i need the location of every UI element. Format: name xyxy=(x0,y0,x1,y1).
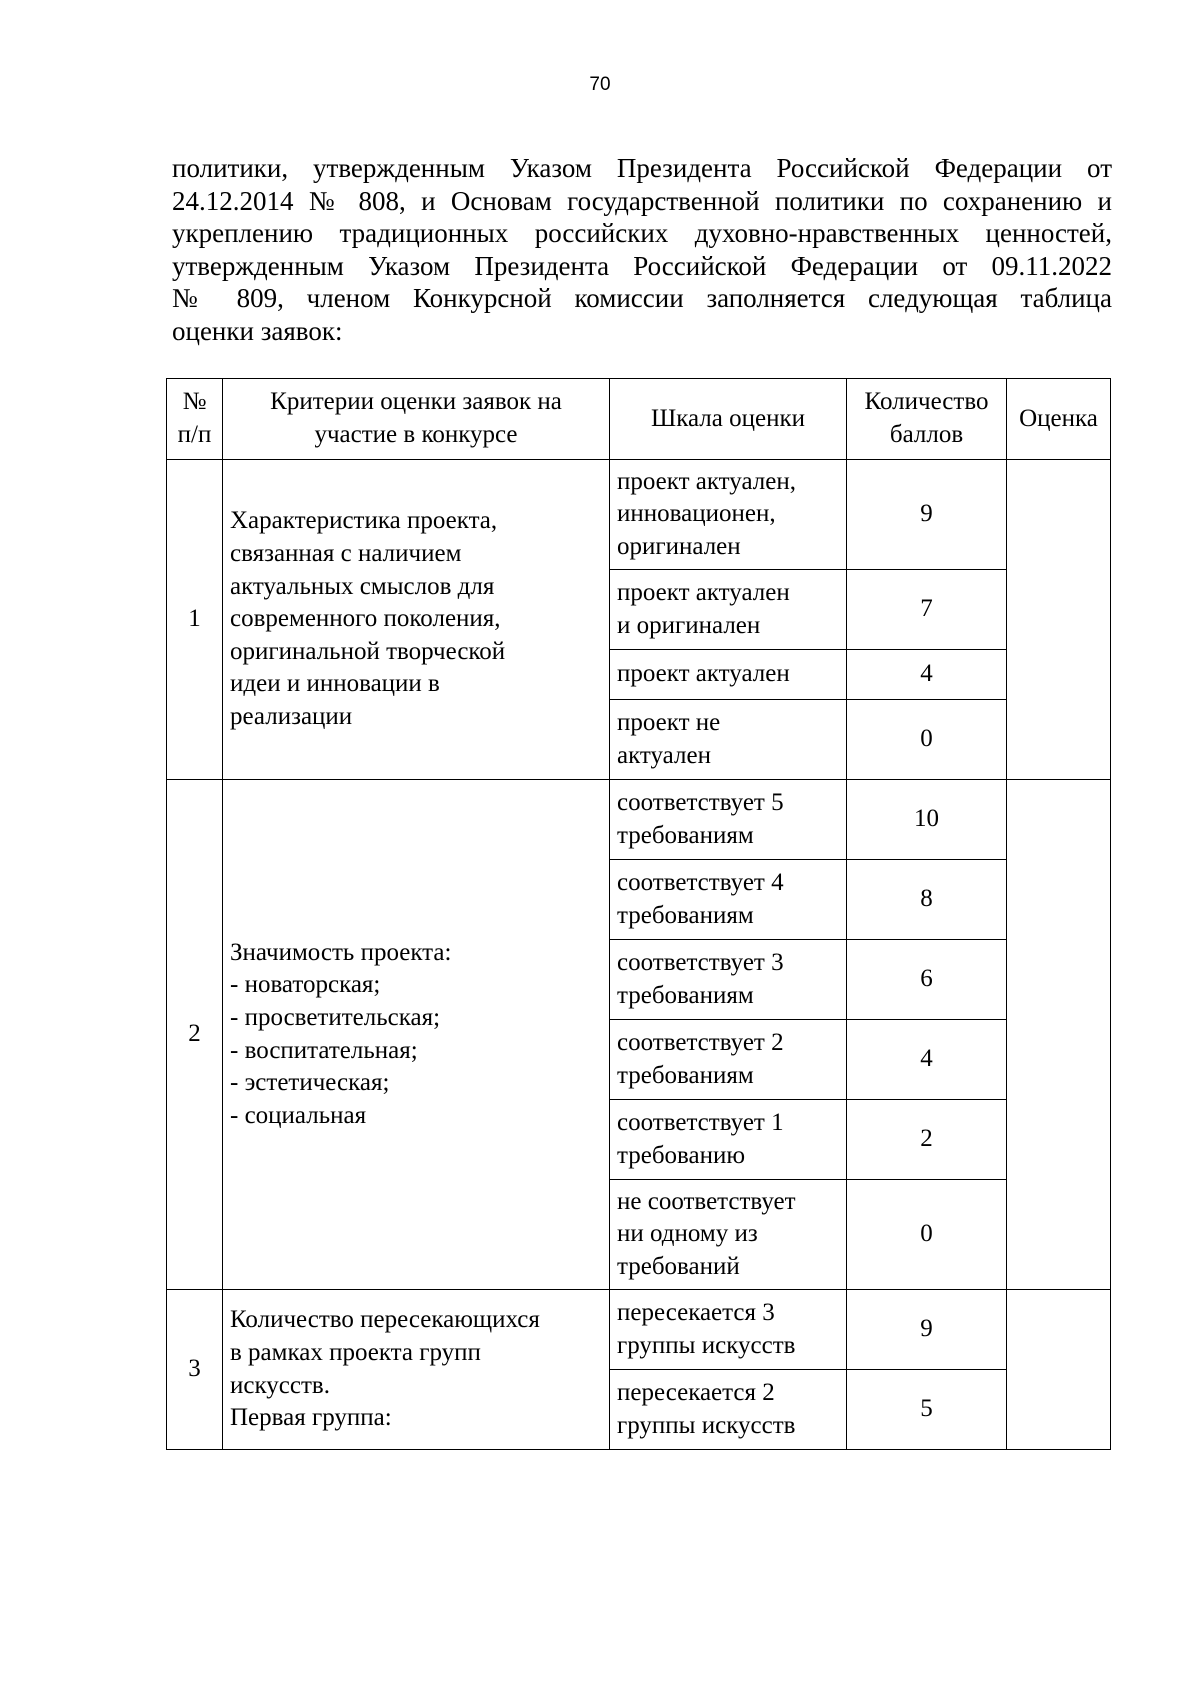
criteria-cell xyxy=(223,780,610,1290)
header-points: Количество баллов xyxy=(847,379,1007,460)
scale-line: требований xyxy=(617,1252,740,1280)
points-cell: 6 xyxy=(847,940,1007,1020)
criteria-line: Количество пересекающихся xyxy=(230,1306,540,1334)
score-cell[interactable] xyxy=(1007,460,1111,780)
scale-cell xyxy=(610,1100,847,1180)
scale-line: инновационен, xyxy=(617,500,776,528)
scale-line: группы искусств xyxy=(617,1331,796,1359)
criteria-line: Характеристика проекта, xyxy=(230,507,498,535)
row-number: 3 xyxy=(167,1290,223,1450)
table-body xyxy=(167,460,1111,1450)
intro-line: утвержденным Указом Президента Российской Федерации от 09.11.2022 xyxy=(172,250,1112,281)
intro-line: оценки заявок: xyxy=(172,315,343,346)
criteria-cell xyxy=(223,460,610,780)
header-score: Оценка xyxy=(1007,379,1111,460)
scale-line: ни одному из xyxy=(617,1220,758,1248)
table-row xyxy=(167,780,1111,860)
criteria-cell xyxy=(223,1290,610,1450)
criteria-line: - социальная xyxy=(230,1101,367,1129)
scale-cell xyxy=(610,860,847,940)
header-num: № п/п xyxy=(167,379,223,460)
scale-line: пересекается 3 xyxy=(617,1298,775,1326)
points-cell: 4 xyxy=(847,650,1007,700)
scale-cell xyxy=(610,1180,847,1290)
scale-cell xyxy=(610,1370,847,1450)
scale-cell xyxy=(610,650,847,700)
header-row xyxy=(167,379,1111,460)
criteria-line: оригинальной творческой xyxy=(230,637,506,665)
table-header xyxy=(167,379,1111,460)
score-cell[interactable] xyxy=(1007,780,1111,1290)
scale-line: требованиям xyxy=(617,981,754,1009)
points-cell: 4 xyxy=(847,1020,1007,1100)
evaluation-table xyxy=(166,378,1111,1450)
criteria-line: идеи и инновации в xyxy=(230,670,440,698)
scale-line: соответствует 2 xyxy=(617,1028,784,1056)
scale-cell xyxy=(610,940,847,1020)
scale-line: проект не xyxy=(617,708,721,736)
scale-line: проект актуален xyxy=(617,578,790,606)
criteria-line: - новаторская; xyxy=(230,971,381,999)
points-cell: 7 xyxy=(847,570,1007,650)
points-cell: 0 xyxy=(847,1180,1007,1290)
scale-line: соответствует 4 xyxy=(617,868,784,896)
table-row xyxy=(167,460,1111,570)
scale-line: проект актуален xyxy=(617,660,790,688)
points-cell: 10 xyxy=(847,780,1007,860)
criteria-line: связанная с наличием xyxy=(230,540,462,568)
scale-line: и оригинален xyxy=(617,611,761,639)
intro-paragraph xyxy=(172,152,1112,348)
scale-line: проект актуален, xyxy=(617,467,796,495)
criteria-line: - воспитательная; xyxy=(230,1036,418,1064)
scale-cell xyxy=(610,570,847,650)
intro-line: политики, утвержденным Указом Президента Российской Федерации от xyxy=(172,153,1112,183)
points-cell: 8 xyxy=(847,860,1007,940)
scale-line: требованию xyxy=(617,1141,746,1169)
scale-line: соответствует 3 xyxy=(617,948,784,976)
scale-line: соответствует 1 xyxy=(617,1108,784,1136)
scale-line: актуален xyxy=(617,741,711,769)
header-criteria: Критерии оценки заявок на участие в конкурсе xyxy=(223,379,610,460)
scale-line: соответствует 5 xyxy=(617,788,784,816)
scale-line: не соответствует xyxy=(617,1187,796,1215)
criteria-line: в рамках проекта групп xyxy=(230,1338,481,1366)
scale-line: пересекается 2 xyxy=(617,1378,775,1406)
criteria-line: Первая группа: xyxy=(230,1404,392,1432)
criteria-line: современного поколения, xyxy=(230,605,501,633)
criteria-line: Значимость проекта: xyxy=(230,938,452,966)
criteria-line: актуальных смыслов для xyxy=(230,572,495,600)
intro-line: укреплению традиционных российских духовно-нравственных ценностей, xyxy=(172,218,1112,249)
row-number: 1 xyxy=(167,460,223,780)
points-cell: 0 xyxy=(847,700,1007,780)
header-scale: Шкала оценки xyxy=(610,379,847,460)
scale-cell xyxy=(610,460,847,570)
row-number: 2 xyxy=(167,780,223,1290)
criteria-line: искусств. xyxy=(230,1371,330,1399)
scale-cell xyxy=(610,1290,847,1370)
criteria-line: - эстетическая; xyxy=(230,1069,390,1097)
page-number: 70 xyxy=(589,74,611,95)
scale-line: требованиям xyxy=(617,901,754,929)
intro-line: № 809, членом Конкурсной комиссии заполняется следующая таблица xyxy=(172,283,1112,314)
scale-cell xyxy=(610,700,847,780)
criteria-line: - просветительская; xyxy=(230,1003,441,1031)
points-cell: 2 xyxy=(847,1100,1007,1180)
scale-cell xyxy=(610,780,847,860)
criteria-line: реализации xyxy=(230,702,353,730)
intro-line: 24.12.2014 № 808, и Основам государственной политики по сохранению и xyxy=(172,185,1112,216)
points-cell: 9 xyxy=(847,1290,1007,1370)
scale-line: группы искусств xyxy=(617,1411,796,1439)
table-row xyxy=(167,1290,1111,1370)
scale-line: оригинален xyxy=(617,532,741,560)
scale-cell xyxy=(610,1020,847,1100)
scale-line: требованиям xyxy=(617,821,754,849)
points-cell: 5 xyxy=(847,1370,1007,1450)
scale-line: требованиям xyxy=(617,1061,754,1089)
score-cell[interactable] xyxy=(1007,1290,1111,1450)
points-cell: 9 xyxy=(847,460,1007,570)
